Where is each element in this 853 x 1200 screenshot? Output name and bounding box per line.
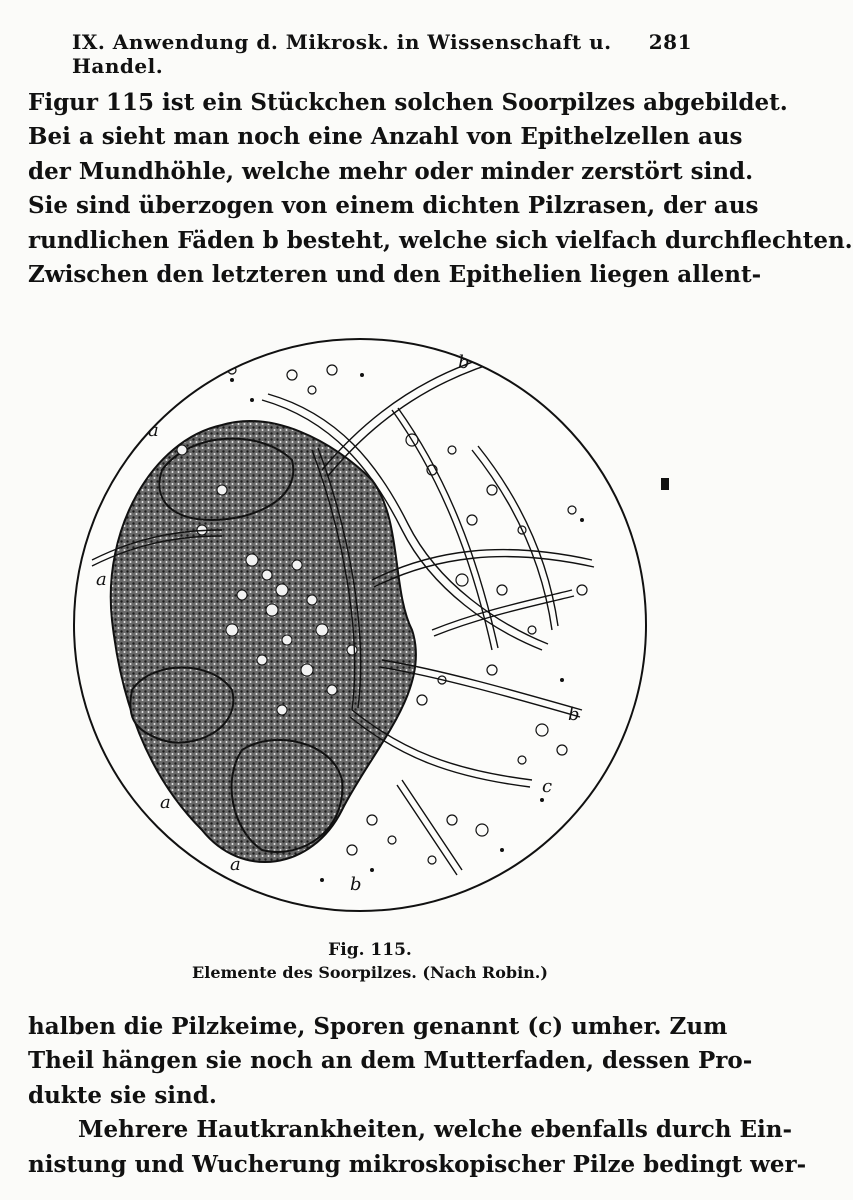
text-line: Theil hängen sie noch an dem Mutterfaden, dessen Pro-: [28, 1047, 753, 1075]
figure-number: Fig. 115.: [328, 940, 412, 960]
text-line: rundlichen Fäden b besteht, welche sich vielfach durchflechten.: [28, 226, 853, 254]
text-line: der Mundhöhle, welche mehr oder minder zerstört sind.: [28, 157, 754, 185]
label-b: b: [458, 352, 470, 373]
text-line: Mehrere Hautkrankheiten, welche ebenfalls durch Ein-: [78, 1116, 793, 1144]
label-a: a: [148, 420, 159, 441]
label-c: c: [542, 776, 553, 797]
microscope-illustration: [72, 330, 648, 920]
page-number: 281: [648, 30, 692, 54]
label-b: b: [568, 704, 580, 725]
text-line: halben die Pilzkeime, Sporen genannt (c) umher. Zum: [28, 1013, 728, 1040]
body-text-top: [28, 86, 853, 292]
microscope-figure: [72, 330, 648, 920]
label-a: a: [230, 854, 241, 875]
label-a: a: [160, 792, 171, 813]
chapter-title: IX. Anwendung d. Mikrosk. in Wissenschaft u. Handel.: [72, 30, 612, 78]
label-a: a: [96, 569, 107, 590]
text-line: dukte sie sind.: [28, 1081, 217, 1109]
label-b: b: [350, 874, 362, 895]
text-line: Figur 115 ist ein Stückchen solchen Soorpilzes abgebildet.: [28, 89, 788, 116]
print-speck: [661, 478, 669, 490]
text-line: Sie sind überzogen von einem dichten Pilzrasen, der aus: [28, 192, 759, 220]
text-line: Bei a sieht man noch eine Anzahl von Epithelzellen aus: [28, 123, 743, 151]
text-line: nistung und Wucherung mikroskopischer Pilze bedingt wer-: [28, 1150, 807, 1178]
figure-caption: Elemente des Soorpilzes. (Nach Robin.): [192, 963, 548, 982]
body-text-bottom: [28, 1010, 807, 1182]
running-head: [72, 30, 692, 78]
text-line: Zwischen den letzteren und den Epithelien liegen allent-: [28, 260, 762, 288]
